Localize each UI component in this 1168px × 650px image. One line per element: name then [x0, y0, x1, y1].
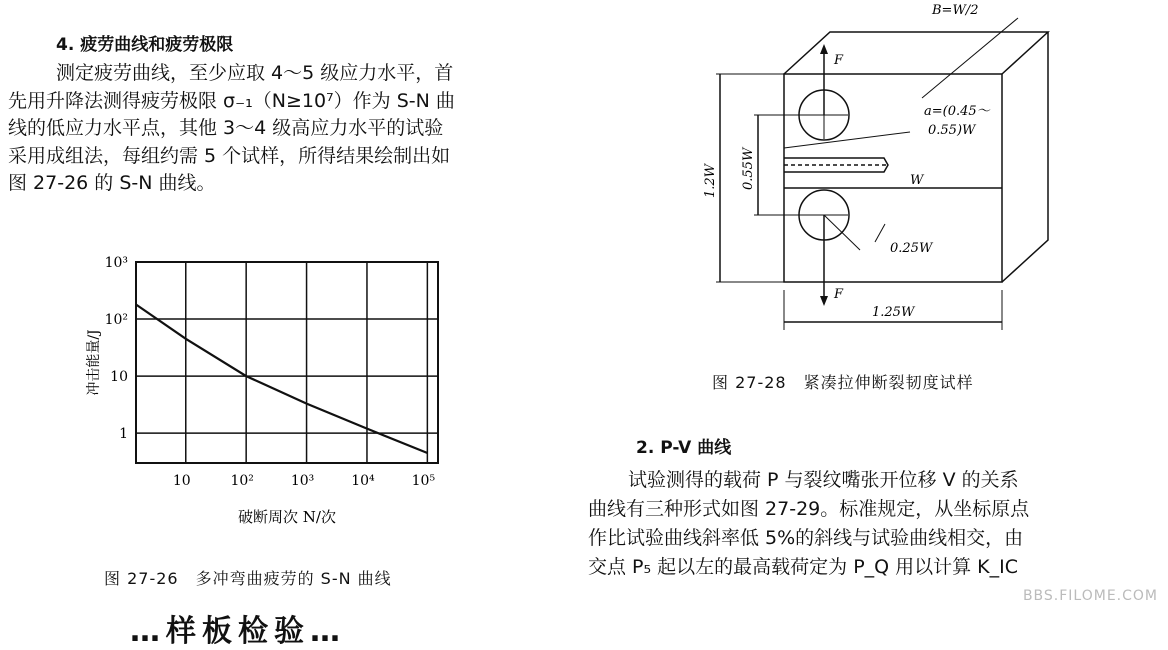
- partial-heading-text: …样板检验…: [130, 614, 346, 649]
- y-tick-label: 10³: [104, 255, 128, 271]
- para-line: 采用成组法，每组约需 5 个试样，所得结果绘制出如: [8, 144, 451, 167]
- para-line: 曲线有三种形式如图 27-29。标准规定，从坐标原点: [588, 498, 1030, 520]
- partial-heading: [130, 606, 346, 649]
- y-tick-label: 1: [119, 426, 128, 443]
- compact-tension-specimen-diagram: [700, 0, 1040, 340]
- sn-curve-chart: [0, 248, 470, 538]
- para-line: 交点 P₅ 起以左的最高载荷定为 P_Q 用以计算 K_IC: [588, 556, 1019, 578]
- fatigue-paragraph: [8, 60, 455, 198]
- sn-curve-line: [136, 305, 427, 454]
- y-tick-label: 10²: [104, 312, 128, 329]
- label-0.55w: 0.55W: [741, 147, 756, 190]
- radius-leader: [824, 215, 860, 250]
- label-1.25w: 1.25W: [872, 305, 915, 320]
- para-line: 试验测得的载荷 P 与裂纹嘴张开位移 V 的关系: [628, 469, 1019, 491]
- chart-xlabel: 破断周次 N/次: [238, 508, 336, 526]
- x-tick-label: 10: [172, 473, 191, 489]
- label-b: B=W/2: [932, 3, 979, 18]
- chart-grid: [136, 262, 438, 463]
- label-f-top: F: [834, 53, 844, 68]
- label-f-bottom: F: [834, 287, 844, 302]
- label-a-line2: 0.55)W: [928, 123, 976, 138]
- para-line: 作比试验曲线斜率低 5%的斜线与试验曲线相交，由: [588, 527, 1024, 549]
- figure-caption-specimen: 图 27-28 紧凑拉伸断裂韧度试样: [712, 373, 974, 392]
- x-tick-label: 10⁵: [411, 473, 436, 489]
- chart-ylabel: 冲击能量/J: [86, 329, 102, 396]
- watermark: BBS.FILOME.COM: [1022, 588, 1158, 604]
- x-tick-label: 10³: [290, 473, 315, 489]
- para-line: 图 27-26 的 S-N 曲线。: [8, 172, 216, 194]
- section-heading-pv: 2. P-V 曲线: [636, 438, 732, 458]
- x-tick-label: 10²: [230, 473, 254, 489]
- specimen-side-face: [1002, 32, 1048, 282]
- section-heading-fatigue: 4. 疲劳曲线和疲劳极限: [56, 35, 234, 55]
- label-1.2w: 1.2W: [703, 163, 718, 198]
- chart-series: [136, 305, 427, 454]
- x-tick-label: 10⁴: [351, 473, 375, 489]
- para-line: 测定疲劳曲线，至少应取 4～5 级应力水平，首: [56, 62, 454, 84]
- para-line: 先用升降法测得疲劳极限 σ₋₁（N≥10⁷）作为 S-N 曲: [8, 89, 455, 112]
- chart-tick-labels: [105, 255, 436, 489]
- figure-caption-sn: 图 27-26 多冲弯曲疲劳的 S-N 曲线: [104, 569, 392, 588]
- para-line: 线的低应力水平点，其他 3～4 级高应力水平的试验: [8, 117, 444, 139]
- label-w: W: [910, 173, 924, 188]
- y-tick-label: 10: [110, 369, 128, 386]
- pv-paragraph: [588, 466, 1029, 582]
- label-a-line1: a=(0.45～: [924, 104, 990, 119]
- label-radius: 0.25W: [890, 241, 933, 256]
